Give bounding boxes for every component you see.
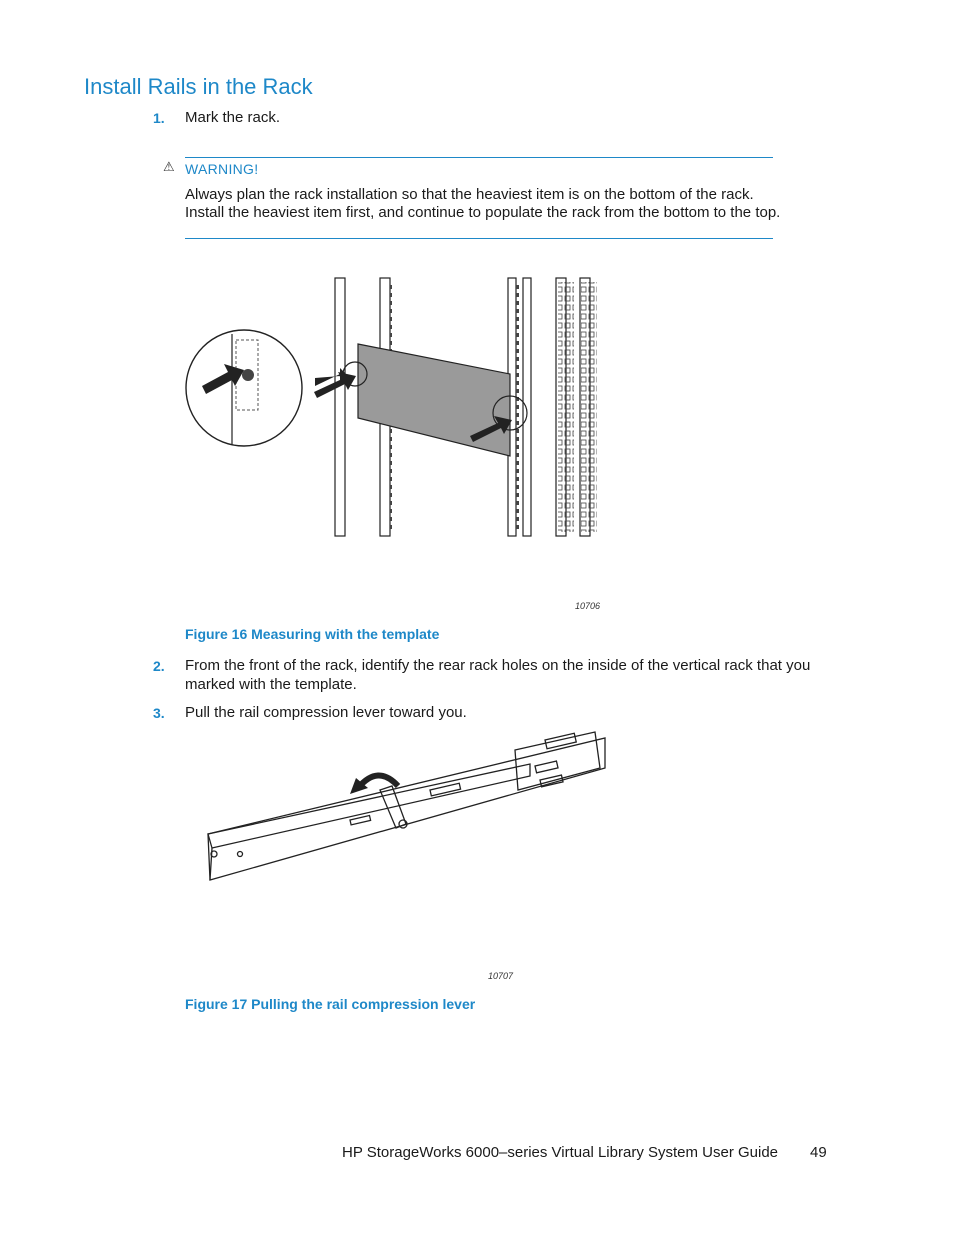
- step-number: 2.: [153, 658, 165, 674]
- step-text: Pull the rail compression lever toward you.: [185, 704, 467, 721]
- footer-guide-title: HP StorageWorks 6000–series Virtual Library System User Guide: [342, 1144, 779, 1161]
- rail-lever-illustration: [200, 728, 610, 888]
- step-number: 3.: [153, 705, 165, 721]
- step-text: From the front of the rack, identify the rear rack holes on the inside of the vertical rack that you marked with the template.: [185, 657, 811, 693]
- rack-template-illustration: [180, 268, 620, 618]
- warning-bottom-rule: [185, 238, 773, 239]
- warning-top-rule: [185, 157, 773, 158]
- step-text: Mark the rack.: [185, 109, 281, 126]
- figure-caption: Figure 17 Pulling the rail compression lever: [185, 996, 476, 1012]
- page-number: 49: [810, 1144, 827, 1161]
- figure-id-label: 10707: [488, 971, 514, 981]
- figure-id-label: 10706: [575, 601, 601, 611]
- warning-text: Always plan the rack installation so that the heaviest item is on the bottom of the rack. Install the heaviest item first, and continue to populate the rack from the bottom to the top.: [185, 186, 781, 221]
- figure-caption: Figure 16 Measuring with the template: [185, 626, 440, 642]
- section-title: Install Rails in the Rack: [84, 74, 313, 99]
- warning-triangle-icon: ⚠: [163, 159, 175, 174]
- step-number: 1.: [153, 110, 165, 126]
- warning-label: WARNING!: [185, 161, 259, 177]
